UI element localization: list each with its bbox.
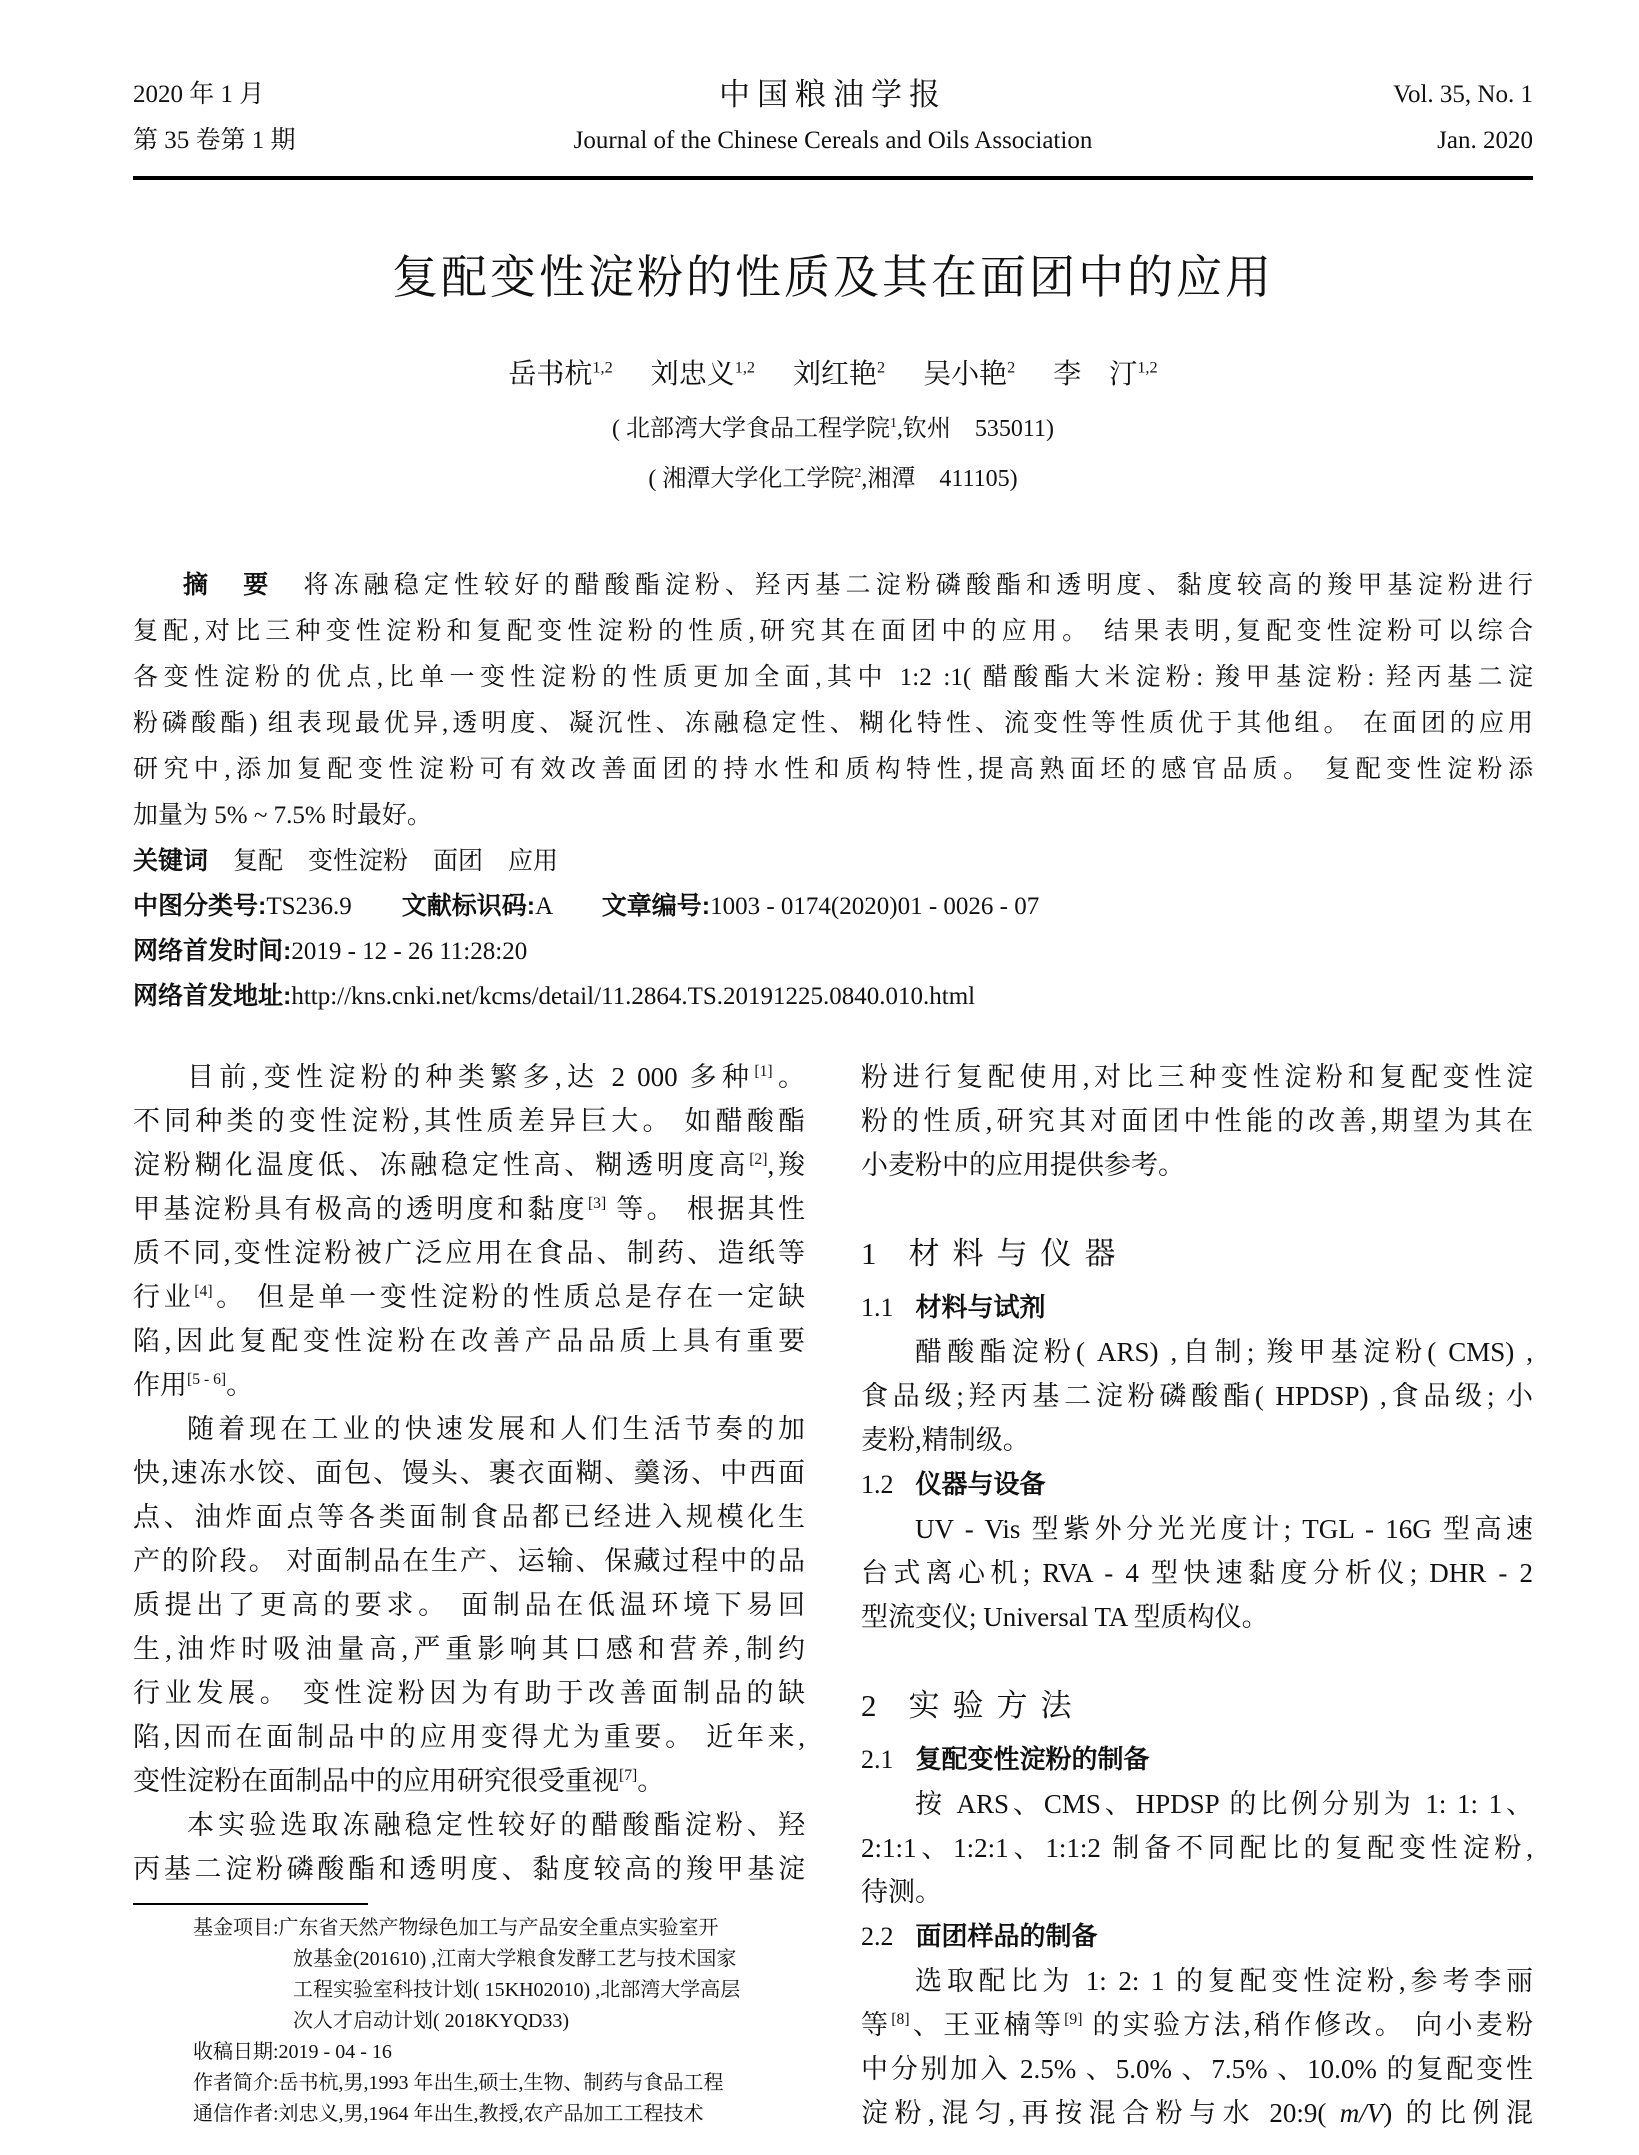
affiliation-line: ( 湘潭大学化工学院$^2$,湘潭 411105) xyxy=(648,466,1018,492)
author: 李 汀$^{1,2}$ xyxy=(1053,358,1158,390)
clc-line: 中图分类号:TS236.9 文献标识码:A 文章编号:1003 - 0174(2020)01 - 0026 - 07 xyxy=(133,892,1040,920)
online-time-line: 网络首发时间:2019 - 12 - 26 11:28:20 xyxy=(133,937,528,965)
affiliation-line: ( 北部湾大学食品工程学院$^1$,钦州 535011) xyxy=(611,416,1055,442)
section-heading-1: 1 材料与仪器 xyxy=(861,1236,1129,1271)
online-url-line: 网络首发地址:http://kns.cnki.net/kcms/detail/11.2864.TS.20191225.0840.010.html xyxy=(133,982,976,1010)
paragraph-intro-3: 本实验选取冻融稳定性较好的醋酸酯淀粉、羟 丙基二淀粉磷酸酯和透明度、黏度较高的羧甲基淀 xyxy=(133,1810,805,1884)
footnote-rule xyxy=(133,1903,368,1905)
article-title: 复配变性淀粉的性质及其在面团中的应用 xyxy=(392,252,1274,303)
header-center xyxy=(373,72,1293,164)
body-columns xyxy=(133,1055,1533,2135)
paragraph-materials: 醋酸酯淀粉( ARS) ,自制; 羧甲基淀粉( CMS) , 食品级;羟丙基二淀粉磷酸酯( HPDSP) ,食品级; 小 麦粉,精制级。 xyxy=(861,1337,1533,1455)
header-rule xyxy=(133,176,1533,180)
affiliation-list xyxy=(133,404,1533,504)
author: 刘红艳$^2$ xyxy=(793,358,886,390)
author: 岳书杭$^{1,2}$ xyxy=(508,358,613,390)
subsection-heading-1-2: 1.2 仪器与设备 xyxy=(861,1469,1046,1499)
paragraph-instruments: UV - Vis 型紫外分光光度计; TGL - 16G 型高速 台式离心机; RVA - 4 型快速黏度分析仪; DHR - 2 型流变仪; Universal TA 型质构仪。 xyxy=(861,1514,1533,1632)
journal-name-en: Journal of the Chinese Cereals and Oils Association xyxy=(573,127,1093,154)
author-list xyxy=(133,354,1533,396)
journal-date-cn: 2020 年 1 月 xyxy=(133,81,265,108)
journal-date-en: Jan. 2020 xyxy=(1437,127,1533,154)
abstract-section: 摘 要 将冻融稳定性较好的醋酸酯淀粉、羟丙基二淀粉磷酸酯和透明度、黏度较高的羧甲基淀粉进行 复配,对比三种变性淀粉和复配变性淀粉的性质,研究其在面团中的应用。 结果表明,复配变性淀粉可以综合 各变性淀粉的优点,比单一变性淀粉的性质更加全面,其中 1:2 :1( 醋酸酯大米淀粉: 羧甲基淀粉: 羟丙基二淀 粉磷酸酯) 组表现最优异,透明度、凝沉性、冻融稳定性、糊化特性、流变性等性质优于其他组。 在面团的应用 研究中,添加复配变性淀粉可有效改善面团的持水性和质构特性,提高熟面坯的感官品质。 复配变性淀粉添 加量为 5% ~ 7.5% 时最好。 xyxy=(133,571,1533,829)
subsection-heading-1-1: 1.1 材料与试剂 xyxy=(861,1292,1046,1322)
header-left xyxy=(133,72,373,164)
paragraph-continuation: 粉进行复配使用,对比三种变性淀粉和复配变性淀 粉的性质,研究其对面团中性能的改善,期望为其在 小麦粉中的应用提供参考。 xyxy=(861,1062,1533,1180)
journal-issue-cn: 第 35 卷第 1 期 xyxy=(133,127,296,154)
section-heading-2: 2 实验方法 xyxy=(861,1688,1085,1723)
subsection-heading-2-2: 2.2 面团样品的制备 xyxy=(861,1921,1098,1951)
author: 刘忠义$^{1,2}$ xyxy=(650,358,756,390)
subsection-heading-2-1: 2.1 复配变性淀粉的制备 xyxy=(861,1744,1150,1774)
left-column xyxy=(133,1055,805,2135)
paragraph-starch-prep: 按 ARS、CMS、HPDSP 的比例分别为 1: 1: 1、 2:1:1、1:2:1、1:1:2 制备不同配比的复配变性淀粉, 待测。 xyxy=(861,1789,1533,1907)
keywords-line: 关键词 复配 变性淀粉 面团 应用 xyxy=(133,847,559,875)
journal-name-cn: 中国粮油学报 xyxy=(719,77,947,112)
paragraph-dough-prep: 选取配比为 1: 2: 1 的复配变性淀粉,参考李丽 等[8]、王亚楠等[9] 的实验方法,稍作修改。 向小麦粉 中分别加入 2.5% 、5.0% 、7.5% 、10.0% 的复配变性 淀粉,混匀,再按混合粉与水 20:9( m/V) 的比例混 xyxy=(861,1966,1534,2128)
paragraph-intro-1: 目前,变性淀粉的种类繁多,达 2 000 多种[1]。 不同种类的变性淀粉,其性质差异巨大。 如醋酸酯 淀粉糊化温度低、冻融稳定性高、糊透明度高[2],羧 甲基淀粉具有极高的透明度和黏度[3] 等。 根据其性 质不同,变性淀粉被广泛应用在食品、制药、造纸等 行业[4]。 但是单一变性淀粉的性质总是存在一定缺 陷,因此复配变性淀粉在改善产品品质上具有重要 作用[5 - 6]。 xyxy=(133,1062,806,1400)
header-right xyxy=(1293,72,1533,164)
paragraph-intro-2: 随着现在工业的快速发展和人们生活节奏的加 快,速冻水饺、面包、馒头、裹衣面糊、羹汤、中西面 点、油炸面点等各类面制食品都已经进入规模化生 产的阶段。 对面制品在生产、运输、保藏过程中的品 质提出了更高的要求。 面制品在低温环境下易回 生,油炸时吸油量高,严重影响其口感和营养,制约 行业发展。 变性淀粉因为有助于改善面制品的缺 陷,因而在面制品中的应用变得尤为重要。 近年来, 变性淀粉在面制品中的应用研究很受重视[7]。 xyxy=(133,1414,805,1796)
journal-volume: Vol. 35, No. 1 xyxy=(1393,81,1533,108)
journal-header xyxy=(133,72,1533,164)
footnote: 基金项目:广东省天然产物绿色加工与产品安全重点实验室开 放基金(201610) ,江南大学粮食发酵工艺与技术国家 工程实验室科技计划( 15KH02010) ,北部湾大学高层 次人才启动计划( 2018KYQD33) 收稿日期:2019 - 04 - 16 作者简介:岳书杭,男,1993 年出生,硕士,生物、制药与食品工程 通信作者:刘忠义,男,1964 年出生,教授,农产品加工工程技术 xyxy=(193,1917,741,2125)
author: 吴小艳$^2$ xyxy=(923,358,1016,390)
right-column xyxy=(861,1055,1533,2135)
